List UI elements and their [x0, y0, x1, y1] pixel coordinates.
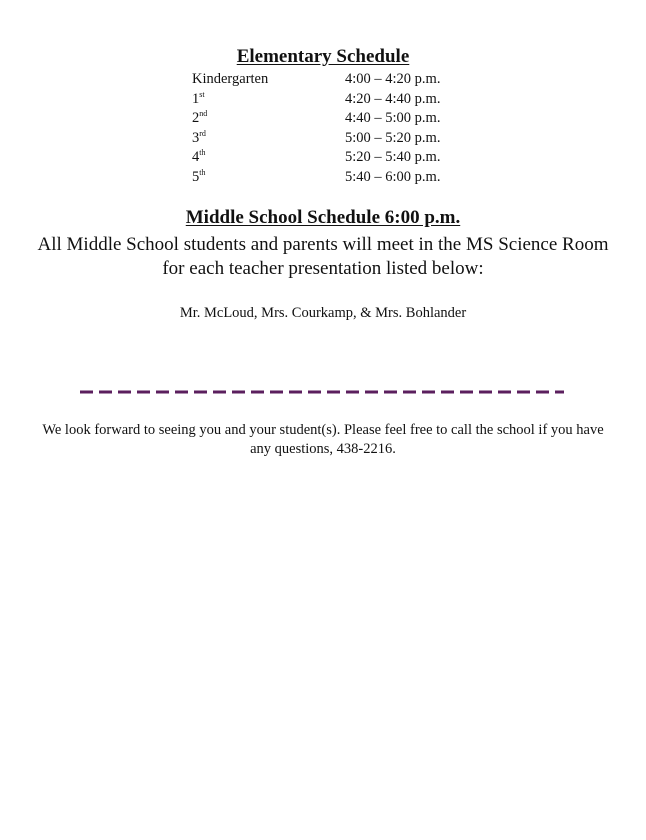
grade-label: Kindergarten	[192, 71, 269, 87]
schedule-row	[192, 129, 492, 149]
middle-school-schedule-title: Middle School Schedule 6:00 p.m.	[185, 207, 461, 228]
grade-label: 2nd	[192, 109, 208, 126]
time-slot: 5:20 – 5:40 p.m.	[345, 149, 441, 165]
closing-message: We look forward to seeing you and your student(s). Please feel free to call the school if you have any questions, 438-2216.	[42, 422, 604, 457]
grade-label: 4th	[192, 148, 206, 165]
schedule-row	[192, 90, 492, 110]
grade-label: 3rd	[192, 128, 206, 146]
elementary-schedule-table	[192, 70, 492, 187]
grade-label: 1st	[192, 89, 205, 107]
time-slot: 4:20 – 4:40 p.m.	[345, 90, 441, 107]
time-slot: 5:00 – 5:20 p.m.	[345, 129, 441, 146]
elementary-schedule-title: Elementary Schedule	[236, 46, 410, 67]
schedule-row	[192, 70, 492, 90]
time-slot: 4:00 – 4:20 p.m.	[345, 71, 441, 87]
grade-label: 5th	[192, 167, 206, 185]
dashed-divider	[80, 382, 564, 402]
middle-school-description: All Middle School students and parents will meet in the MS Science Room for each teacher presentation listed below:	[37, 234, 609, 279]
teacher-list: Mr. McLoud, Mrs. Courkamp, & Mrs. Bohlander	[179, 305, 467, 321]
schedule-row	[192, 168, 492, 188]
time-slot: 5:40 – 6:00 p.m.	[345, 168, 441, 185]
schedule-row	[192, 148, 492, 168]
time-slot: 4:40 – 5:00 p.m.	[345, 110, 441, 126]
schedule-row	[192, 109, 492, 129]
